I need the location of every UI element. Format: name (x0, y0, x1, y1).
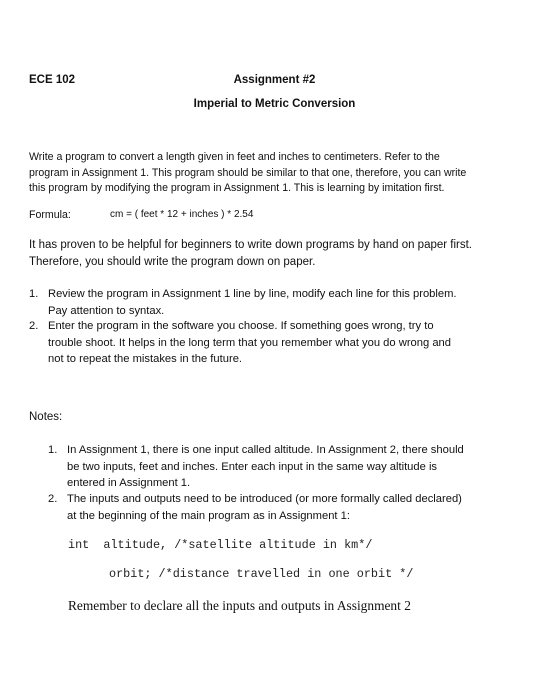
note-line: be two inputs, feet and inches. Enter each input in the same way altitude is (67, 460, 438, 473)
formula-label: Formula: (29, 209, 71, 221)
advice-line: It has proven to be helpful for beginners to write down programs by hand on paper first. (29, 239, 473, 251)
note-line: at the beginning of the main program as in Assignment 1: (67, 509, 350, 522)
step-number: 1. (29, 288, 39, 300)
intro-line: this program by modifying the program in Assignment 1. This is learning by imitation first. (29, 182, 445, 194)
step-line: Enter the program in the software you choose. If something goes wrong, try to (48, 320, 434, 332)
notes-label: Notes: (29, 411, 63, 423)
step-line: Review the program in Assignment 1 line by line, modify each line for this problem. (48, 288, 457, 300)
assignment-title: Assignment #2 (233, 74, 316, 86)
intro-paragraph (29, 150, 509, 197)
step-line: Pay attention to syntax. (48, 304, 165, 317)
note-line: In Assignment 1, there is one input called altitude. In Assignment 2, there should (67, 444, 464, 456)
intro-line: program in Assignment 1. This program should be similar to that one, therefore, you can write (29, 166, 467, 179)
note-number: 1. (48, 444, 58, 456)
advice-paragraph (29, 237, 509, 271)
formula-expression: cm = ( feet * 12 + inches ) * 2.54 (110, 209, 254, 220)
intro-line: Write a program to convert a length given in feet and inches to centimeters. Refer to the (29, 151, 440, 163)
step-line: not to repeat the mistakes in the future. (48, 353, 243, 365)
note-line: The inputs and outputs need to be introduced (or more formally called declared) (67, 493, 462, 505)
note-line: entered in Assignment 1. (67, 477, 191, 489)
assignment-subtitle: Imperial to Metric Conversion (193, 98, 356, 110)
course-code: ECE 102 (29, 74, 76, 86)
code-line-orbit: orbit; /*distance travelled in one orbit */ (109, 567, 414, 581)
advice-line: Therefore, you should write the program down on paper. (29, 256, 316, 268)
reminder-text: Remember to declare all the inputs and outputs in Assignment 2 (68, 598, 411, 613)
code-line-declaration: int altitude, /*satellite altitude in km*/ (68, 538, 373, 552)
step-line: trouble shoot. It helps in the long term that you remember what you do wrong and (48, 336, 451, 349)
step-number: 2. (29, 320, 39, 332)
note-number: 2. (48, 493, 58, 505)
